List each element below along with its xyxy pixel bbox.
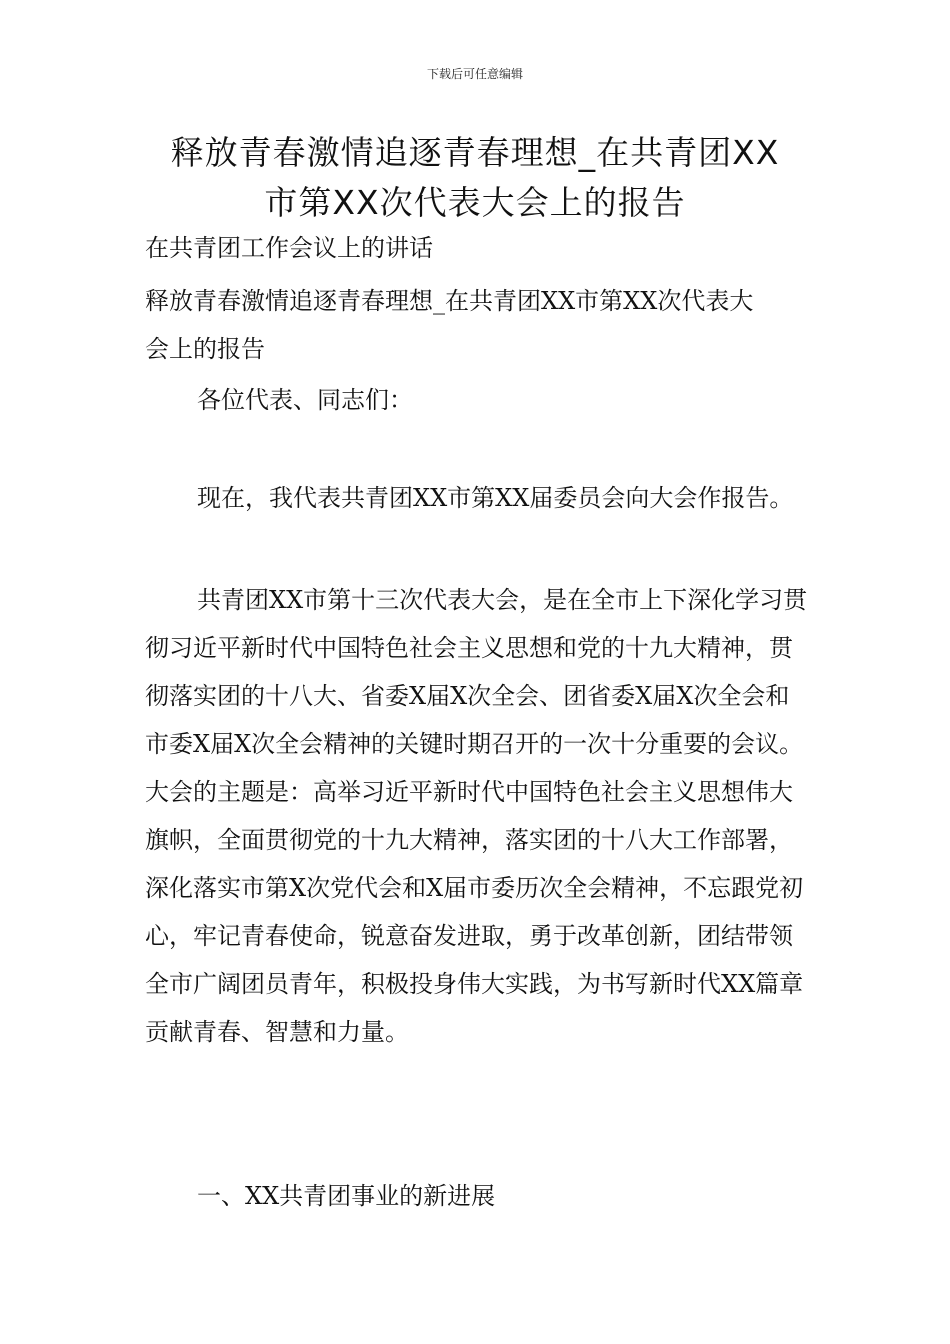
repeat-title-line-1: 释放青春激情追逐青春理想_在共青团XX市第XX次代表大 bbox=[145, 287, 754, 315]
section-heading: 一、XX共青团事业的新进展 bbox=[197, 1182, 496, 1210]
document-title bbox=[130, 128, 820, 228]
title-line-2: 市第XX次代表大会上的报告 bbox=[264, 183, 686, 222]
subtitle: 在共青团工作会议上的讲话 bbox=[145, 234, 433, 262]
repeat-title-line-2: 会上的报告 bbox=[145, 335, 265, 363]
body-paragraph: 共青团XX市第十三次代表大会，是在全市上下深化学习贯彻习近平新时代中国特色社会主义思想和党的十九大精神，贯彻落实团的十八大、省委X届X次全会、团省委X届X次全会和市委X届X次全会精神的关键时期召开的一次十分重要的会议。大会的主题是：高举习近平新时代中国特色社会主义思想伟大旗帜，全面贯彻党的十九大精神，落实团的十八大工作部署，深化落实市第X次党代会和X届市委历次全会精神，不忘跟党初心，牢记青春使命，锐意奋发进取，勇于改革创新，团结带领全市广阔团员青年，积极投身伟大实践，为书写新时代XX篇章贡献青春、智慧和力量。 bbox=[145, 586, 808, 1046]
title-line-1: 释放青春激情追逐青春理想_在共青团XX bbox=[170, 133, 780, 172]
header-note: 下载后可任意编辑 bbox=[426, 67, 523, 81]
opening-paragraph: 现在，我代表共青团XX市第XX届委员会向大会作报告。 bbox=[197, 484, 794, 512]
salutation: 各位代表、同志们： bbox=[197, 386, 413, 414]
